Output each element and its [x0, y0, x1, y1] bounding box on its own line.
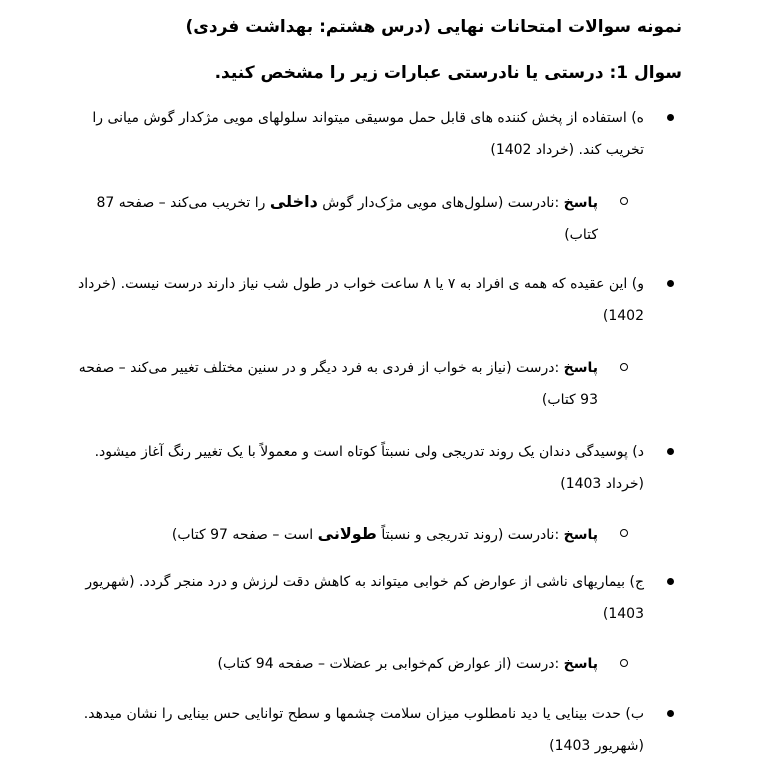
answer-item	[78, 186, 628, 251]
statement-text: و) این عقیده که همه ی افراد به ۷ یا ۸ ساعت خواب در طول شب نیاز دارند درست نیست. (خرداد 1402)	[77, 276, 644, 324]
answer-text: :درست (نیاز به خواب از فردی به فرد دیگر و در سنین مختلف تغییر می‌کند – صفحه 93 کتاب)	[78, 360, 598, 408]
answer-label: پاسخ	[563, 527, 598, 543]
statement-item	[68, 566, 674, 630]
answer-label: پاسخ	[563, 195, 598, 211]
bullet-circle-icon	[620, 529, 628, 537]
statement-item	[68, 436, 674, 500]
bullet-circle-icon	[620, 363, 628, 371]
answer-text-end: را تخریب می‌کند – صفحه 87 کتاب)	[96, 195, 598, 243]
statement-item	[68, 102, 674, 166]
answer-label: پاسخ	[563, 656, 598, 672]
answer-item	[78, 648, 628, 680]
statement-text: ب) حدت بینایی یا دید نامطلوب میزان سلامت چشمها و سطح توانایی حس بینایی را نشان میدهد. (شهریور 1403)	[83, 706, 644, 754]
statement-text: ه) استفاده از پخش کننده های قابل حمل موسیقی میتواند سلولهای مویی مژکدار گوش میانی را تخریب کند. (خرداد 1402)	[92, 110, 644, 158]
answer-emphasis: طولانی	[317, 524, 377, 543]
answer-text: :درست (از عوارض کم‌خوابی بر عضلات – صفحه 94 کتاب)	[217, 656, 560, 672]
answer-label: پاسخ	[563, 360, 598, 376]
bullet-dot-icon	[667, 448, 674, 455]
statement-item	[68, 698, 674, 762]
answer-text-end: است – صفحه 97 کتاب)	[171, 527, 314, 543]
bullet-circle-icon	[620, 197, 628, 205]
answer-emphasis: داخلی	[269, 192, 318, 211]
bullet-dot-icon	[667, 710, 674, 717]
answer-item	[78, 518, 628, 551]
bullet-dot-icon	[667, 114, 674, 121]
answer-item	[78, 352, 628, 416]
statement-text: ج) بیماریهای ناشی از عوارض کم خوابی میتواند به کاهش دقت لرزش و درد منجر گردد. (شهریور 1403)	[85, 574, 644, 622]
statement-text: د) پوسیدگی دندان یک روند تدریجی ولی نسبتاً کوتاه است و معمولاً با یک تغییر رنگ آغاز میشود. (خرداد 1403)	[94, 444, 644, 492]
bullet-dot-icon	[667, 280, 674, 287]
answer-text: :نادرست (سلول‌های مویی مژک‌دار گوش	[322, 195, 560, 211]
statement-item	[68, 268, 674, 332]
bullet-circle-icon	[620, 659, 628, 667]
answer-text: :نادرست (روند تدریجی و نسبتاً	[381, 527, 560, 543]
bullet-dot-icon	[667, 578, 674, 585]
document-title: نمونه سوالات امتحانات نهایی (درس هشتم: بهداشت فردی)	[185, 17, 682, 37]
question-heading: سوال 1: درستی یا نادرستی عبارات زیر را مشخص کنید.	[214, 63, 682, 83]
